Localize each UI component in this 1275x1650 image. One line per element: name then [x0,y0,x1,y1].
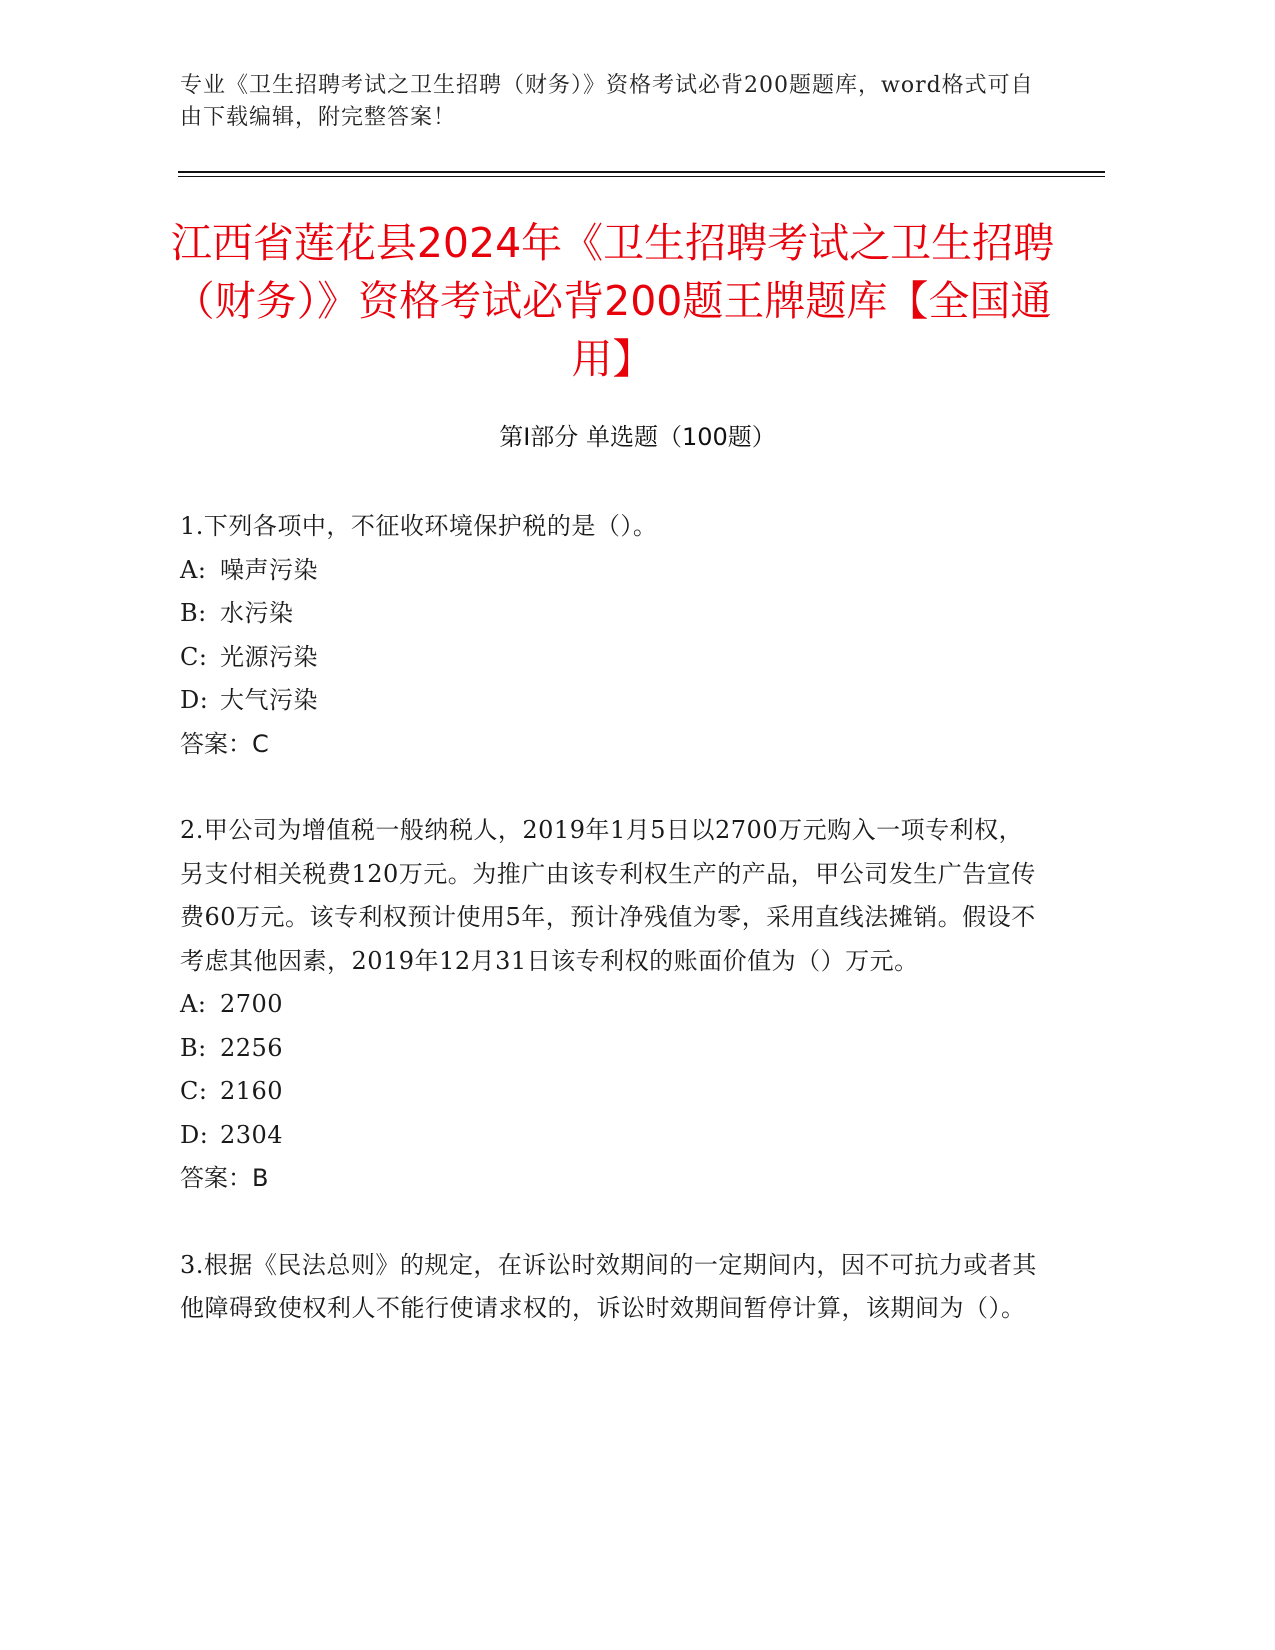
answer-line: 答案：B [180,1164,269,1192]
option-text: 噪声污染 [220,555,318,584]
option-text: 2160 [220,1077,284,1105]
question-2 [180,809,1040,1201]
option-text: 水污染 [220,599,294,627]
option-letter: A: [180,990,207,1018]
option-c [180,636,1040,680]
option-c [180,1070,1040,1114]
option-d [180,679,1040,723]
option-text: 光源污染 [220,642,318,671]
option-b [180,1027,1040,1071]
option-text: 2256 [220,1033,284,1062]
option-letter: C: [180,642,208,671]
option-b [180,592,1040,636]
option-text: 2304 [220,1120,284,1149]
question-3 [180,1244,1040,1331]
document-title: 江西省莲花县2024年《卫生招聘考试之卫生招聘（财务）》资格考试必背200题王牌题库【全国通用】 [170,219,1055,383]
option-letter: B: [180,1033,207,1062]
section-heading: 第I部分 单选题（100题） [499,423,776,451]
option-letter: B: [180,599,207,627]
option-a [180,983,1040,1027]
answer-line: 答案：C [180,729,269,758]
question-spacer [180,1201,1040,1244]
question-stem: 3.根据《民法总则》的规定，在诉讼时效期间的一定期间内，因不可抗力或者其他障碍致使权利人不能行使请求权的，诉讼时效期间暂停计算，该期间为（）。 [180,1250,1037,1322]
question-list [180,505,1040,1331]
option-letter: D: [180,1120,209,1149]
header-note: 专业《卫生招聘考试之卫生招聘（财务）》资格考试必背200题题库，word格式可自由下载编辑，附完整答案！ [180,73,1034,130]
option-a [180,549,1040,593]
option-letter: A: [180,555,207,584]
question-1 [180,505,1040,766]
option-text: 2700 [220,990,284,1018]
question-stem: 1.下列各项中，不征收环境保护税的是（）。 [180,512,658,540]
question-stem: 2.甲公司为增值税一般纳税人，2019年1月5日以2700万元购入一项专利权，另支付相关税费120万元。为推广由该专利权生产的产品，甲公司发生广告宣传费60万元。该专利权预计使用5年，预计净残值为零，采用直线法摊销。假设不考虑其他因素，2019年12月31日该专利权的账面价值为（）万元。 [180,816,1036,975]
header-rule-thin [178,176,1105,177]
option-text: 大气污染 [220,686,318,714]
option-letter: C: [180,1077,208,1105]
header-rule-thick [178,171,1105,173]
question-spacer [180,766,1040,809]
option-letter: D: [180,686,209,714]
option-d [180,1114,1040,1158]
